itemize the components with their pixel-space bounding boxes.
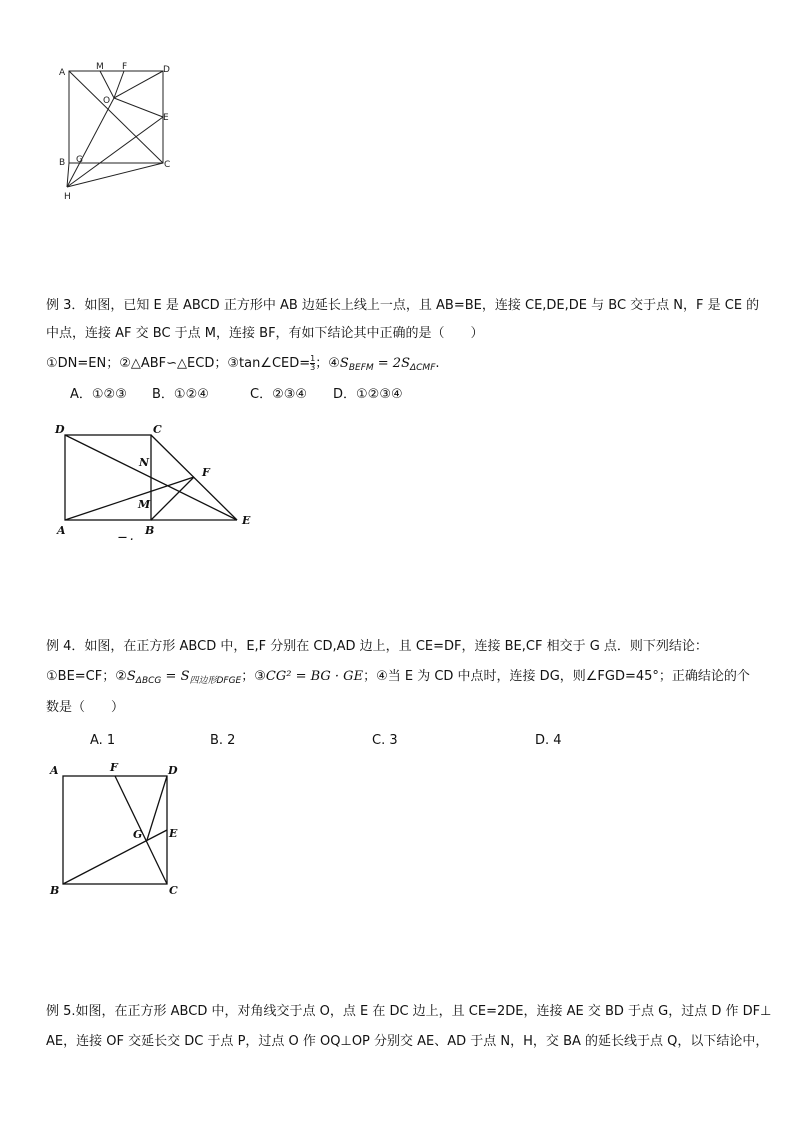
label-g: G bbox=[133, 828, 143, 841]
square-abcd bbox=[63, 776, 167, 884]
segment-be bbox=[63, 830, 167, 884]
option-c: C. 3 bbox=[372, 733, 398, 748]
option-d: D．①②③④ bbox=[333, 387, 403, 402]
label-a: A bbox=[59, 68, 66, 78]
label-b: B bbox=[145, 524, 155, 537]
segment-af bbox=[65, 477, 194, 520]
example4-statements: ①BE=CF；$②S_{\Delta BCG} = S_{四边形DFGE}$；③CG² = BG · GE；④当 E 为 CD 中点时，连接 DG，则∠FGD=45°；正确结论的个 bbox=[46, 669, 750, 686]
segment-hc bbox=[67, 163, 163, 187]
label-c: C bbox=[164, 160, 171, 170]
label-b: B bbox=[50, 884, 60, 897]
example3-line1: 例 3．如图，已知 E 是 ABCD 正方形中 AB 边延长上线上一点，且 AB=BE，连接 CE,DE,DE 与 BC 交于点 N，F 是 CE 的 bbox=[46, 298, 760, 313]
option-b: B. 2 bbox=[210, 733, 236, 748]
label-c: C bbox=[169, 884, 178, 897]
option-d: D. 4 bbox=[535, 733, 562, 748]
label-e: E bbox=[169, 827, 178, 840]
segment-fo bbox=[114, 71, 124, 98]
example5-line2: AE，连接 OF 交延长交 DC 于点 P，过点 O 作 OQ⊥OP 分别交 AE、AD 于点 N，H，交 BA 的延长线于点 Q，以下结论中， bbox=[46, 1034, 769, 1049]
segment-oe bbox=[114, 98, 163, 117]
figure-square-befg bbox=[44, 760, 194, 900]
label-e: E bbox=[242, 514, 251, 527]
label-h: H bbox=[64, 192, 71, 202]
segment-eh bbox=[67, 117, 163, 187]
segment-mo bbox=[100, 71, 114, 98]
segment-do bbox=[114, 71, 163, 98]
fraction-one-third: $\frac{1}{3}$ bbox=[310, 354, 316, 372]
label-o: O bbox=[103, 96, 111, 106]
label-n: N bbox=[139, 456, 150, 469]
label-f: F bbox=[202, 466, 210, 479]
label-f: F bbox=[122, 62, 128, 72]
example3-statement-text: ①DN=EN；②△ABF∽△ECD；③tan∠CED= bbox=[46, 356, 311, 371]
label-stray-mark: — . bbox=[118, 533, 134, 543]
label-d: D bbox=[163, 65, 170, 75]
option-a: A．①②③ bbox=[70, 387, 127, 402]
example3-statements: ①DN=EN；②△ABF∽△ECD；③tan∠CED= $\frac{1}{3}$ ；$④S_{BEFM} = 2S_{\Delta CMF}$. bbox=[46, 354, 440, 373]
label-c: C bbox=[153, 423, 162, 436]
label-d: D bbox=[168, 764, 178, 777]
example4-line3: 数是（ ） bbox=[46, 700, 125, 715]
option-c: C．②③④ bbox=[250, 387, 308, 402]
segment-dg bbox=[147, 776, 167, 840]
figure-square-ohmf bbox=[56, 58, 186, 208]
example4-line1: 例 4．如图，在正方形 ABCD 中，E,F 分别在 CD,AD 边上，且 CE=DF，连接 BE,CF 相交于 G 点．则下列结论： bbox=[46, 639, 708, 654]
label-a: A bbox=[50, 764, 59, 777]
label-a: A bbox=[57, 524, 66, 537]
label-g: G bbox=[76, 155, 83, 165]
label-m: M bbox=[96, 62, 104, 72]
label-f: F bbox=[110, 761, 118, 774]
label-b: B bbox=[59, 158, 66, 168]
figure-square-extension bbox=[50, 418, 265, 543]
example5-line1: 例 5.如图，在正方形 ABCD 中，对角线交于点 O，点 E 在 DC 边上，且 CE=2DE，连接 AE 交 BD 于点 G，过点 D 作 DF⊥ bbox=[46, 1004, 772, 1019]
label-d: D bbox=[55, 423, 65, 436]
segment-bf bbox=[151, 477, 194, 520]
segment-oh bbox=[67, 98, 114, 187]
diagonal-ac bbox=[69, 71, 163, 163]
option-a: A. 1 bbox=[90, 733, 116, 748]
example3-line2: 中点，连接 AF 交 BC 于点 M，连接 BF，有如下结论其中正确的是（ ） bbox=[46, 326, 484, 341]
option-b: B．①②④ bbox=[152, 387, 209, 402]
label-e: E bbox=[163, 113, 169, 123]
label-m: M bbox=[138, 498, 151, 511]
